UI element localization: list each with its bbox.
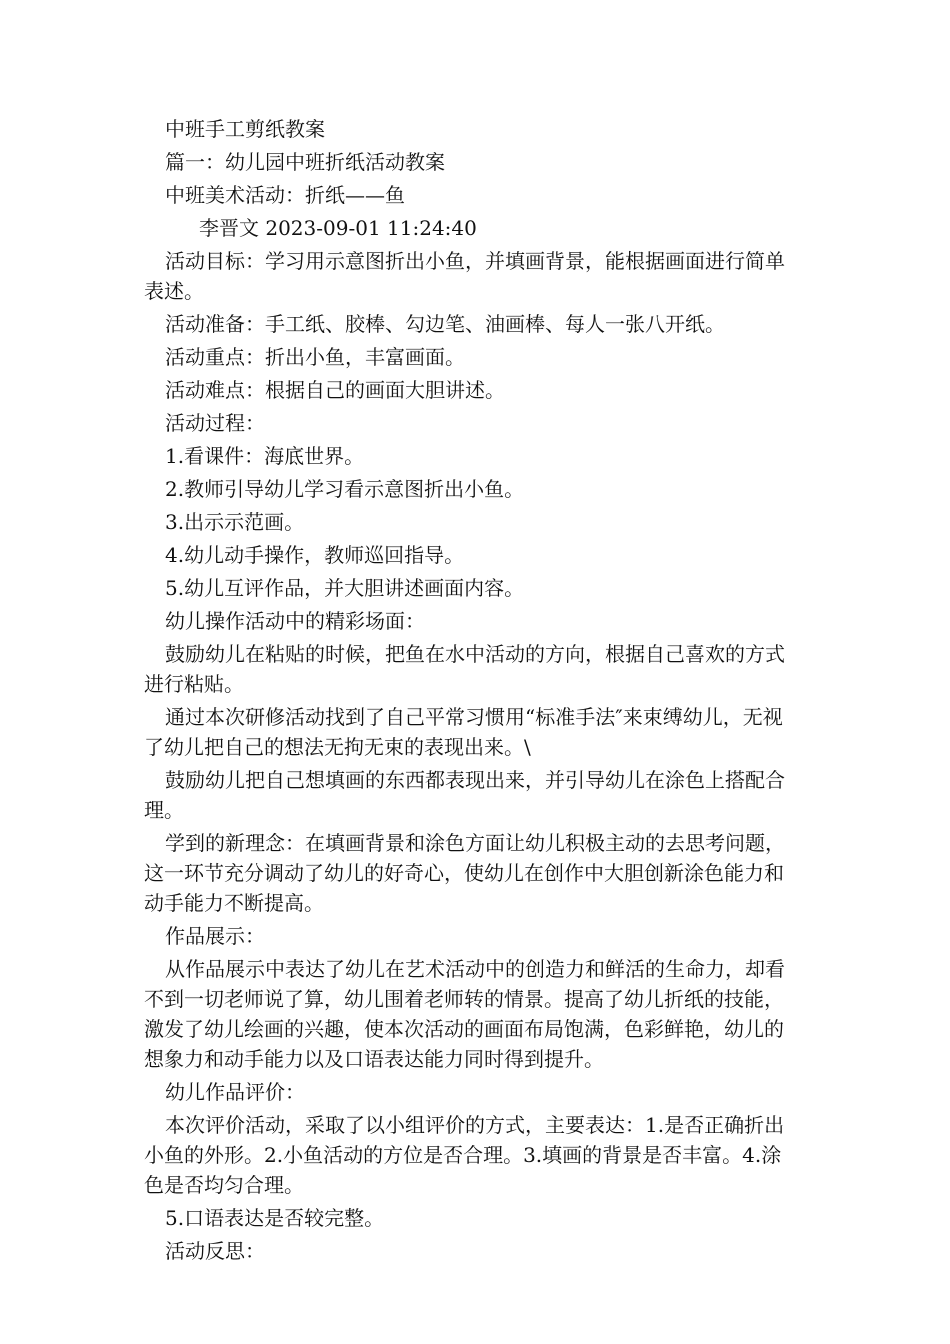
paragraph: 学到的新理念：在填画背景和涂色方面让幼儿积极主动的去思考问题，这一环节充分调动了幼儿的好奇心，使幼儿在创作中大胆创新涂色能力和动手能力不断提高。 <box>144 831 785 915</box>
paragraph: 2.教师引导幼儿学习看示意图折出小鱼。 <box>165 477 525 501</box>
paragraph: 活动过程： <box>165 411 265 435</box>
paragraph: 活动重点：折出小鱼，丰富画面。 <box>165 345 465 369</box>
paragraph: 通过本次研修活动找到了自己平常习惯用“标准手法″来束缚幼儿，无视了幼儿把自己的想法无拘无束的表现出来。\ <box>144 705 783 759</box>
paragraph: 鼓励幼儿把自己想填画的东西都表现出来，并引导幼儿在涂色上搭配合理。 <box>144 768 785 822</box>
document-body <box>144 114 794 1269</box>
paragraph: 活动反思： <box>165 1239 265 1263</box>
paragraph: 1.看课件：海底世界。 <box>165 444 365 468</box>
paragraph: 本次评价活动，采取了以小组评价的方式，主要表达：1.是否正确折出小鱼的外形。2.小鱼活动的方位是否合理。3.填画的背景是否丰富。4.涂色是否均匀合理。 <box>144 1113 785 1197</box>
author-date-line: 李晋文 2023-09-01 11:24:40 <box>199 216 477 240</box>
paragraph: 活动难点：根据自己的画面大胆讲述。 <box>165 378 505 402</box>
paragraph: 幼儿操作活动中的精彩场面： <box>165 609 425 633</box>
paragraph: 从作品展示中表达了幼儿在艺术活动中的创造力和鲜活的生命力，却看不到一切老师说了算，幼儿围着老师转的情景。提高了幼儿折纸的技能，激发了幼儿绘画的兴趣，使本次活动的画面布局饱满，色彩鲜艳，幼儿的想象力和动手能力以及口语表达能力同时得到提升。 <box>144 957 785 1071</box>
paragraph: 5.幼儿互评作品，并大胆讲述画面内容。 <box>165 576 525 600</box>
activity-heading: 中班美术活动：折纸——鱼 <box>165 183 405 207</box>
paragraph: 作品展示： <box>165 924 265 948</box>
document-title: 中班手工剪纸教案 <box>165 117 325 141</box>
paragraph: 活动目标：学习用示意图折出小鱼，并填画背景，能根据画面进行简单表述。 <box>144 249 785 303</box>
paragraph: 4.幼儿动手操作，教师巡回指导。 <box>165 543 465 567</box>
paragraph: 鼓励幼儿在粘贴的时候，把鱼在水中活动的方向，根据自己喜欢的方式进行粘贴。 <box>144 642 785 696</box>
paragraph: 活动准备：手工纸、胶棒、勾边笔、油画棒、每人一张八开纸。 <box>165 312 725 336</box>
chapter-heading: 篇一：幼儿园中班折纸活动教案 <box>165 150 445 174</box>
paragraph: 幼儿作品评价： <box>165 1080 305 1104</box>
paragraph: 5.口语表达是否较完整。 <box>165 1206 385 1230</box>
paragraph: 3.出示示范画。 <box>165 510 305 534</box>
